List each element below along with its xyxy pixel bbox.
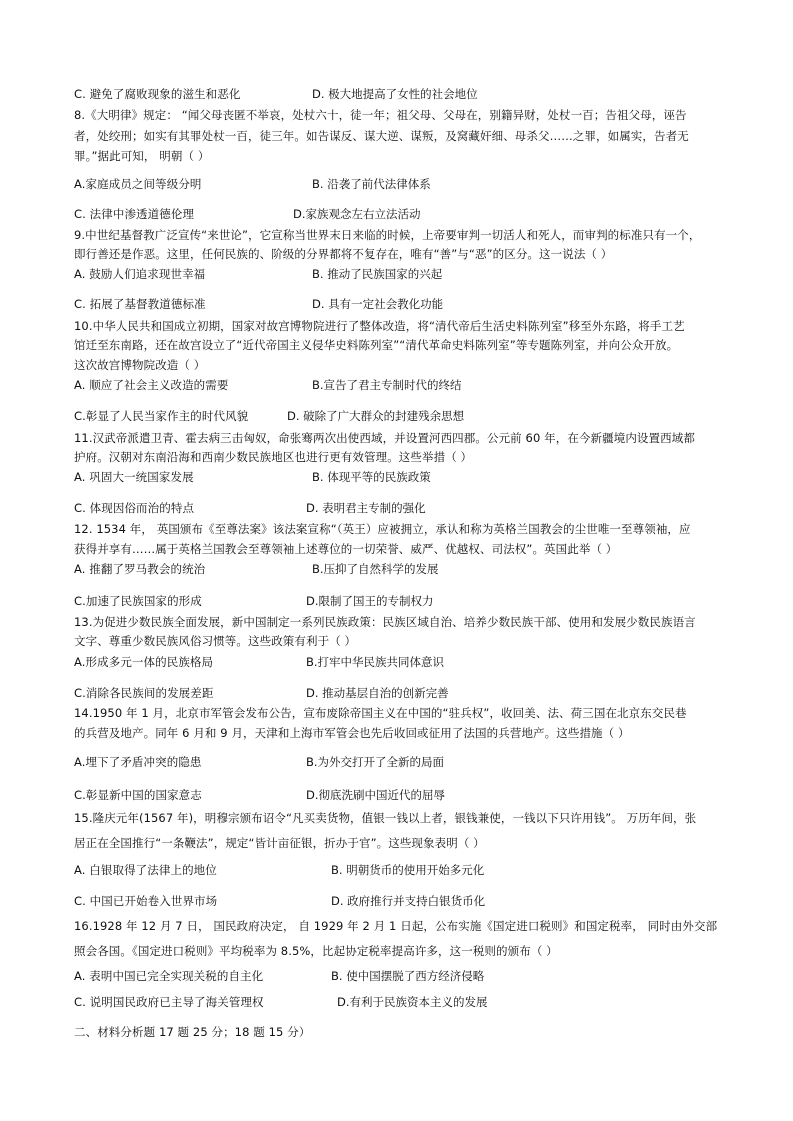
q7-option-d: D. 极大地提高了女性的社会地位 [312, 87, 478, 101]
q14-option-c: C.彰显新中国的国家意志 [74, 788, 202, 802]
q8-stem-line-1: 8.《大明律》规定： “闻父母丧匿不举哀，处杖六十，徒一年；祖父母、父母在，别籍异财，处杖一百；告祖父母，诬告 [74, 108, 687, 122]
q8-option-b: B. 沿袭了前代法律体系 [312, 177, 431, 191]
q8-option-c: C. 法律中渗透道德伦理 [74, 207, 195, 221]
q13-stem-line-2: 文字、尊重少数民族风俗习惯等。这些政策有利于（ ） [74, 634, 357, 648]
q10-option-b: B.宣告了君主专制时代的终结 [312, 378, 462, 392]
q15-stem-line-1: 15.隆庆元年(1567 年)，明穆宗颁布诏令“凡买卖货物，值银一钱以上者，银钱兼使，一钱以下只许用钱”。 万历年间，张 [74, 811, 697, 825]
q14-option-d: D.彻底洗刷中国近代的屈辱 [306, 788, 446, 802]
q10-stem-line-2: 馆迁至东南路，还在故宫设立了“近代帝国主义侵华史料陈列室”“清代革命史料陈列室”等专题陈列室，并向公众开放。 [74, 338, 679, 352]
q11-option-b: B. 体现平等的民族政策 [312, 470, 431, 484]
q16-stem-line-2: 照会各国。《国定进口税则》平均税率为 8.5%，比起协定税率提高许多，这一税则的颁布（ ） [74, 944, 558, 958]
q8-stem-line-3: 罪。”据此可知， 明朝（ ） [74, 149, 210, 163]
q13-option-b: B.打牢中华民族共同体意识 [306, 655, 445, 669]
q11-option-a: A. 巩固大一统国家发展 [74, 470, 194, 484]
q11-option-d: D. 表明君主专制的强化 [306, 501, 426, 515]
q9-stem-line-1: 9.中世纪基督教广泛宣传“来世论”，它宣称当世界末日来临的时候，上帝要审判一切活人和死人，而审判的标准只有一个， [74, 228, 701, 242]
q16-option-b: B. 使中国摆脱了西方经济侵略 [331, 969, 485, 983]
q12-stem-line-1: 12. 1534 年， 英国颁布《至尊法案》该法案宣称“（英王）应被拥立，承认和称为英格兰国教会的尘世唯一至尊领袖，应 [74, 522, 691, 536]
q8-option-d: D.家族观念左右立法活动 [293, 207, 421, 221]
q13-option-d: D. 推动基层自治的创新完善 [306, 686, 449, 700]
q10-stem-line-1: 10.中华人民共和国成立初期，国家对故宫博物院进行了整体改造，将“清代帝后生活史料陈列室”移至外东路，将手工艺 [74, 319, 685, 333]
q12-option-a: A. 推翻了罗马教会的统治 [74, 562, 206, 576]
q11-stem-line-2: 护府。汉朝对东南沿海和西南少数民族地区也进行更有效管理。这些举措（ ） [74, 450, 473, 464]
q16-option-a: A. 表明中国已完全实现关税的自主化 [74, 969, 264, 983]
q12-stem-line-2: 获得并享有……属于英格兰国教会至尊领袖上述尊位的一切荣誉、威严、优越权、司法权”。英国此举（ ） [74, 542, 618, 556]
q8-stem-line-2: 者，处绞刑；如实有其罪处杖一百，徒三年。如告谋反、谋大逆、谋叛，及窝藏奸细、母杀父……之罪，如属实，告者无 [74, 129, 689, 143]
q14-option-b: B.为外交打开了全新的局面 [306, 755, 445, 769]
q15-option-a: A. 白银取得了法律上的地位 [74, 863, 217, 877]
q15-stem-line-2: 居正在全国推行“一条鞭法”，规定“皆计亩征银，折办于官”。这些现象表明（ ） [74, 836, 485, 850]
q11-stem-line-1: 11.汉武帝派遣卫青、霍去病三击匈奴，命张骞两次出使西域，并设置河西四郡。公元前 60 年，在今新疆境内设置西域都 [74, 431, 695, 445]
q12-option-b: B.压抑了自然科学的发展 [312, 562, 439, 576]
q9-stem-line-2: 即行善还是作恶。这里，任何民族的、阶级的分界都将不复存在，唯有“善”与“恶”的区分。这一说法（ ） [74, 247, 613, 261]
q16-option-c: C. 说明国民政府已主导了海关管理权 [74, 995, 264, 1009]
q7-option-c: C. 避免了腐败现象的滋生和恶化 [74, 87, 241, 101]
q14-option-a: A.埋下了矛盾冲突的隐患 [74, 755, 202, 769]
q10-stem-line-3: 这次故宫博物院改造（ ） [74, 358, 206, 372]
q9-option-c: C. 拓展了基督教道德标准 [74, 297, 206, 311]
q14-stem-line-2: 的兵营及地产。同年 6 月和 9 月，天津和上海市军管会也先后收回或征用了法国的兵营地产。这些措施（ ） [74, 726, 630, 740]
q13-stem-line-1: 13.为促进少数民族全面发展，新中国制定一系列民族政策：民族区域自治、培养少数民族干部、使用和发展少数民族语言 [74, 615, 696, 629]
q10-option-c: C.彰显了人民当家作主的时代风貌 [74, 409, 249, 423]
q15-option-c: C. 中国已开始卷入世界市场 [74, 894, 218, 908]
q9-option-b: B. 推动了民族国家的兴起 [312, 267, 443, 281]
q16-option-d: D.有利于民族资本主义的发展 [337, 995, 488, 1009]
q13-option-a: A.形成多元一体的民族格局 [74, 655, 214, 669]
q13-option-c: C.消除各民族间的发展差距 [74, 686, 214, 700]
q10-option-d: D. 破除了广大群众的封建残余思想 [287, 409, 465, 423]
q11-option-c: C. 体现因俗而治的特点 [74, 501, 195, 515]
q15-option-b: B. 明朝货币的使用开始多元化 [331, 863, 485, 877]
q15-option-d: D. 政府推行并支持白银货币化 [331, 894, 486, 908]
q9-option-a: A. 鼓励人们追求现世幸福 [74, 267, 206, 281]
q16-stem-line-1: 16.1928 年 12 月 7 日， 国民政府决定， 自 1929 年 2 月 1 日起，公布实施《国定进口税则》和国定税率， 同时由外交部 [74, 919, 718, 933]
q8-option-a: A.家庭成员之间等级分明 [74, 177, 202, 191]
section-2-heading: 二、材料分析题 17 题 25 分；18 题 15 分） [74, 1025, 311, 1039]
q12-option-d: D.限制了国王的专制权力 [306, 594, 434, 608]
q14-stem-line-1: 14.1950 年 1 月，北京市军管会发布公告，宣布废除帝国主义在中国的“驻兵权”，收回美、法、荷三国在北京东交民巷 [74, 706, 687, 720]
q12-option-c: C.加速了民族国家的形成 [74, 594, 202, 608]
q10-option-a: A. 顺应了社会主义改造的需要 [74, 378, 229, 392]
q9-option-d: D. 具有一定社会教化功能 [312, 297, 444, 311]
